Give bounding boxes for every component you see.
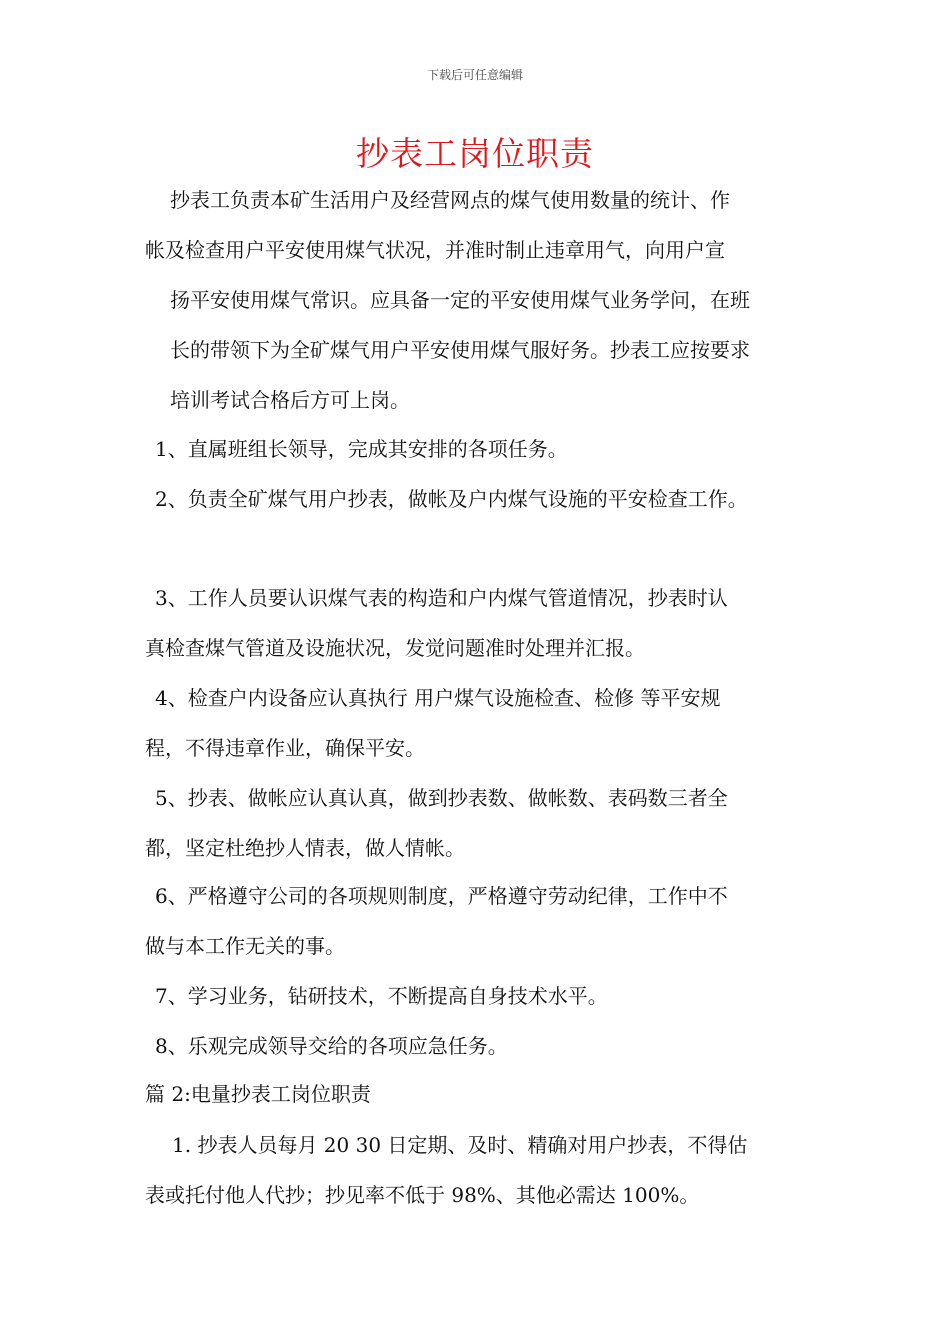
list-item-line: 3、工作人员要认识煤气表的构造和户内煤气管道情况，抄表时认 (155, 586, 728, 610)
list-item (155, 424, 835, 474)
list-item-line: 都，坚定杜绝抄人情表，做人情帐。 (145, 836, 465, 860)
list-item-line: 真检查煤气管道及设施状况，发觉问题准时处理并汇报。 (145, 636, 645, 660)
list-item (155, 1021, 835, 1071)
list-item-line: 1、直属班组长领导，完成其安排的各项任务。 (155, 437, 568, 461)
intro-line: 扬平安使用煤气常识。应具备一定的平安使用煤气业务学问，在班 (170, 288, 750, 312)
list-item-line: 做与本工作无关的事。 (145, 934, 345, 958)
list-item-line: 5、抄表、做帐应认真认真，做到抄表数、做帐数、表码数三者全 (155, 786, 728, 810)
list-item-line: 4、检查户内设备应认真执行 用户煤气设施检查、检修 等平安规 (155, 686, 721, 710)
intro-line: 培训考试合格后方可上岗。 (170, 388, 410, 412)
document-title: 抄表工岗位职责 (356, 134, 594, 173)
list-item (145, 773, 825, 873)
section2-item (145, 1120, 825, 1220)
list-item-line: 程，不得违章作业，确保平安。 (145, 736, 425, 760)
list-item-line: 8、乐观完成领导交给的各项应急任务。 (155, 1034, 508, 1058)
list-item (145, 573, 825, 673)
intro-paragraph (145, 175, 825, 425)
section2-item-line: 表或托付他人代抄；抄见率不低于 98%、其他必需达 100%。 (145, 1183, 700, 1207)
header-note: 下载后可任意编辑 (426, 68, 523, 82)
list-item (155, 971, 835, 1021)
list-item (155, 474, 835, 524)
section-heading (145, 1069, 825, 1119)
section2-item-line: 1. 抄表人员每月 20 30 日定期、及时、精确对用户抄表，不得估 (172, 1133, 748, 1157)
list-item-line: 7、学习业务，钻研技术，不断提高自身技术水平。 (155, 984, 608, 1008)
intro-line: 帐及检查用户平安使用煤气状况，并准时制止违章用气，向用户宣 (145, 238, 725, 262)
list-item (145, 871, 825, 971)
list-item (145, 673, 825, 773)
list-item-line: 6、严格遵守公司的各项规则制度，严格遵守劳动纪律，工作中不 (155, 884, 728, 908)
intro-line: 长的带领下为全矿煤气用户平安使用煤气服好务。抄表工应按要求 (170, 338, 750, 362)
list-item-line: 2、负责全矿煤气用户抄表，做帐及户内煤气设施的平安检查工作。 (155, 487, 748, 511)
intro-line: 抄表工负责本矿生活用户及经营网点的煤气使用数量的统计、作 (170, 188, 730, 212)
section-heading-text: 篇 2:电量抄表工岗位职责 (145, 1082, 371, 1106)
